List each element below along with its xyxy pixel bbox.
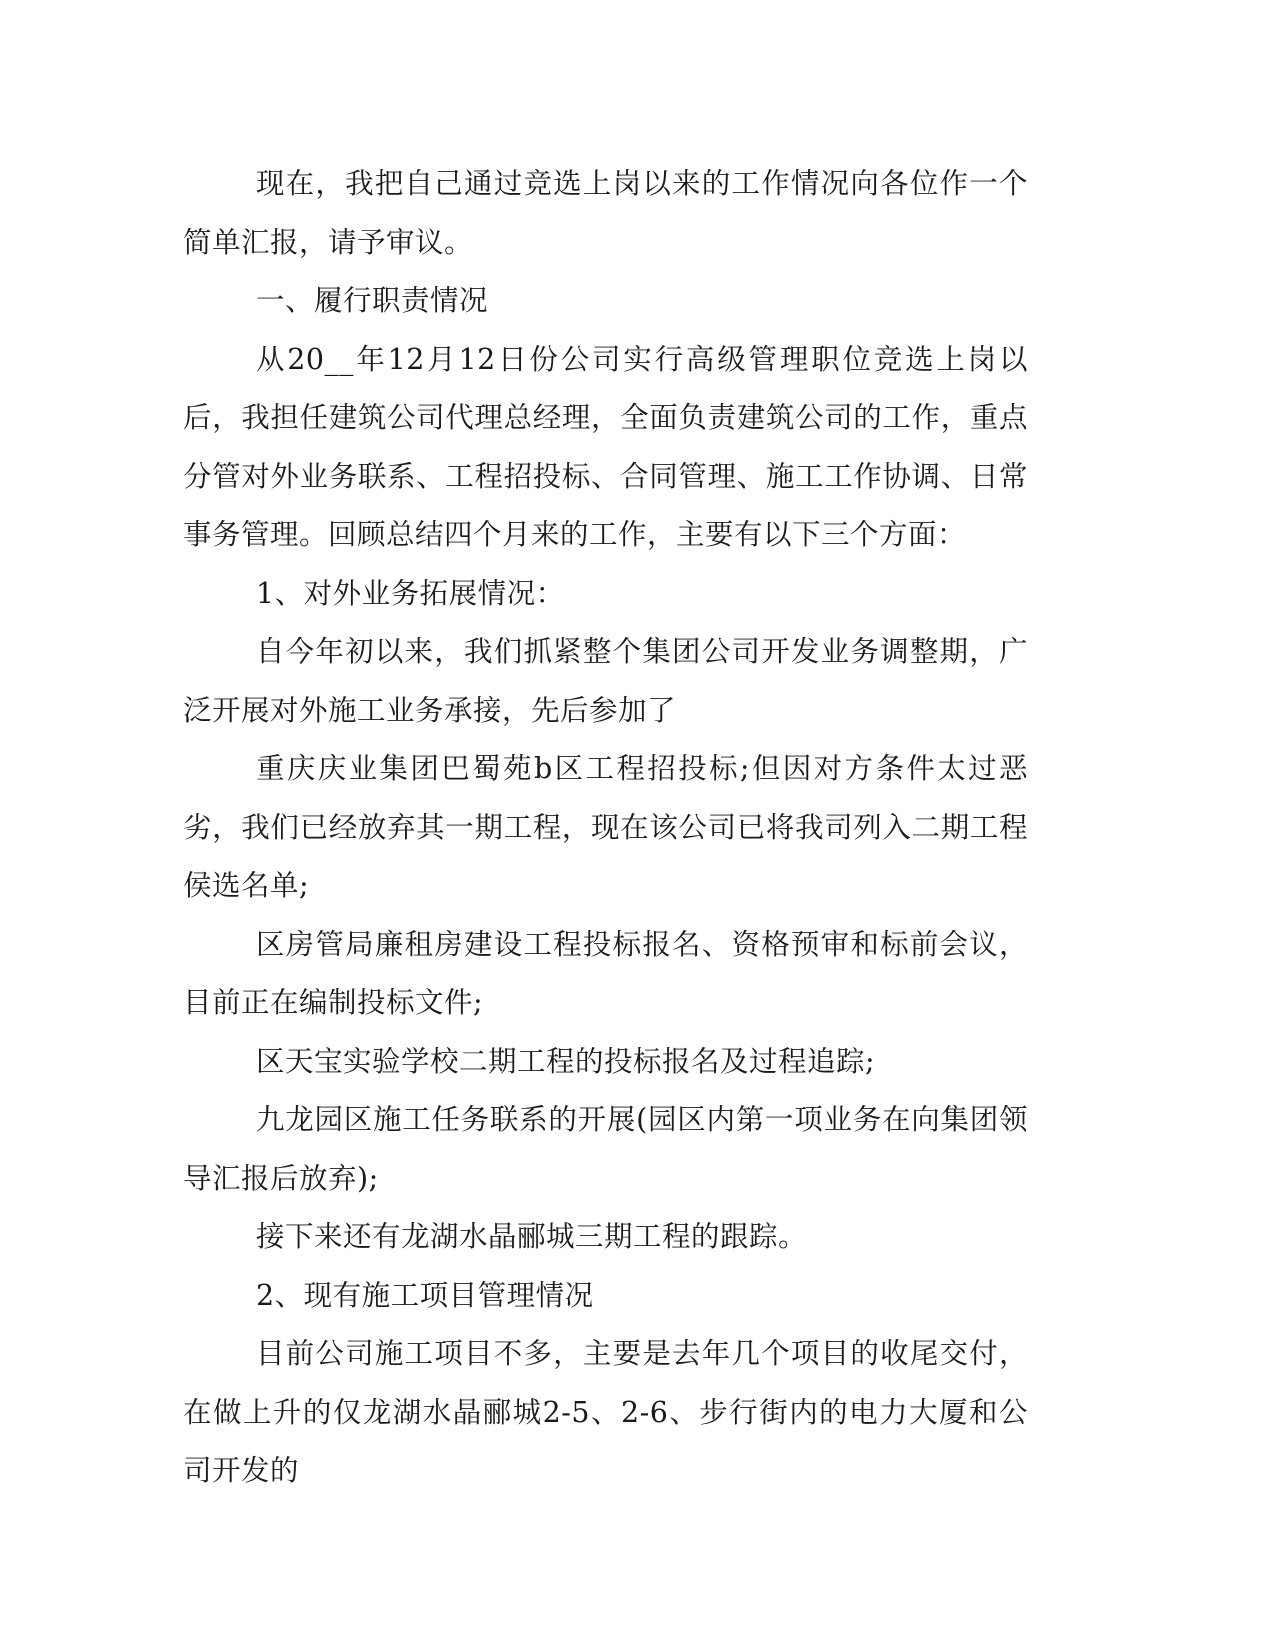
paragraph-project-management: 目前公司施工项目不多，主要是去年几个项目的收尾交付，在做上升的仅龙湖水晶郦城2-5、2-6、步行街内的电力大厦和公司开发的 [183,1337,1028,1487]
section-heading-duties: 一、履行职责情况 [255,284,488,317]
paragraph-duties: 从20__年12月12日份公司实行高级管理职位竞选上岗以后，我担任建筑公司代理总经理，全面负责建筑公司的工作，重点分管对外业务联系、工程招投标、合同管理、施工工作协调、日常事务管理。回顾总结四个月来的工作，主要有以下三个方面： [183,342,1028,551]
paragraph-business-expansion: 自今年初以来，我们抓紧整个集团公司开发业务调整期，广泛开展对外施工业务承接，先后参加了 [183,635,1028,727]
paragraph-intro: 现在，我把自己通过竞选上岗以来的工作情况向各位作一个简单汇报，请予审议。 [183,167,1028,259]
subheading-project-management: 2、现有施工项目管理情况 [255,1278,594,1312]
list-item-housing-bureau: 区房管局廉租房建设工程投标报名、资格预审和标前会议，目前正在编制投标文件; [183,927,1028,1019]
list-item-jiulong-park: 九龙园区施工任务联系的开展(园区内第一项业务在向集团领导汇报后放弃); [183,1103,1028,1195]
list-item-bashuyuan: 重庆庆业集团巴蜀苑b区工程招投标;但因对方条件太过恶劣，我们已经放弃其一期工程，现在该公司已将我司列入二期工程侯选名单; [183,752,1028,902]
list-item-tianbao-school: 区天宝实验学校二期工程的投标报名及过程追踪; [255,1044,876,1078]
subheading-business-expansion: 1、对外业务拓展情况： [255,576,565,610]
document-body [183,155,1028,1501]
list-item-longhu-phase3: 接下来还有龙湖水晶郦城三期工程的跟踪。 [255,1220,807,1253]
